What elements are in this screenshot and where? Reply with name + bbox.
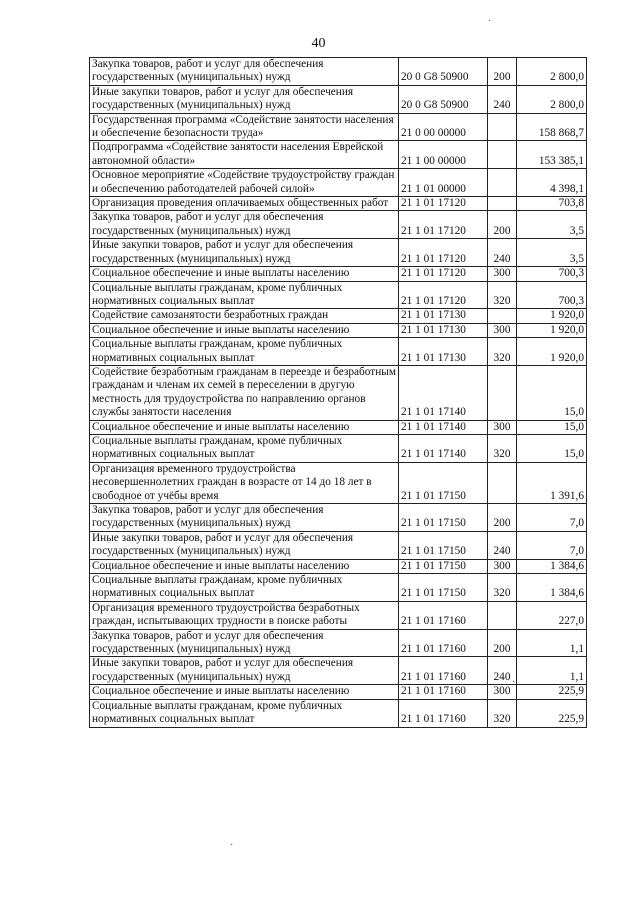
row-expense-type: 320 — [488, 338, 517, 366]
row-code: 21 1 01 17140 — [399, 420, 488, 434]
row-amount: 15,0 — [517, 365, 587, 420]
table-row — [90, 85, 587, 113]
row-name: Социальное обеспечение и иные выплаты населению — [90, 685, 399, 699]
row-code: 21 1 01 17120 — [399, 211, 488, 239]
row-expense-type: 200 — [488, 211, 517, 239]
row-expense-type: 240 — [488, 531, 517, 559]
table-row — [90, 504, 587, 532]
row-expense-type: 300 — [488, 323, 517, 337]
row-name: Содействие самозанятости безработных граждан — [90, 309, 399, 323]
row-amount: 153 385,1 — [517, 141, 587, 169]
row-code: 20 0 G8 50900 — [399, 58, 488, 86]
row-amount: 225,9 — [517, 685, 587, 699]
row-code: 21 1 01 17130 — [399, 323, 488, 337]
row-amount: 15,0 — [517, 434, 587, 462]
row-code: 21 1 01 17160 — [399, 685, 488, 699]
row-expense-type — [488, 197, 517, 211]
row-amount: 4 398,1 — [517, 169, 587, 197]
table-row — [90, 601, 587, 629]
scan-speck: · — [512, 677, 516, 688]
row-code: 21 1 01 17120 — [399, 239, 488, 267]
row-code: 21 1 01 17120 — [399, 267, 488, 281]
row-code: 21 1 01 17140 — [399, 434, 488, 462]
table-row — [90, 420, 587, 434]
table-row — [90, 197, 587, 211]
row-expense-type: 300 — [488, 267, 517, 281]
row-name: Закупка товаров, работ и услуг для обеспечения государственных (муниципальных) нужд — [90, 629, 399, 657]
row-amount: 225,9 — [517, 699, 587, 727]
row-amount: 2 800,0 — [517, 85, 587, 113]
table-row — [90, 169, 587, 197]
table-row — [90, 309, 587, 323]
row-amount: 7,0 — [517, 531, 587, 559]
row-expense-type — [488, 141, 517, 169]
row-name: Иные закупки товаров, работ и услуг для обеспечения государственных (муниципальных) нужд — [90, 657, 399, 685]
table-row — [90, 58, 587, 86]
row-name: Иные закупки товаров, работ и услуг для обеспечения государственных (муниципальных) нужд — [90, 531, 399, 559]
table-row — [90, 574, 587, 602]
row-expense-type: 320 — [488, 574, 517, 602]
row-expense-type: 240 — [488, 85, 517, 113]
row-amount: 1 384,6 — [517, 574, 587, 602]
table-row — [90, 267, 587, 281]
row-amount: 1 391,6 — [517, 462, 587, 503]
table-row — [90, 559, 587, 573]
row-expense-type: 240 — [488, 657, 517, 685]
table-row — [90, 629, 587, 657]
row-amount: 2 800,0 — [517, 58, 587, 86]
row-name: Содействие безработным гражданам в переезде и безработным гражданам и членам их семей в переселении в другую местность для трудоустройства по направлению органов службы занятости населения — [90, 365, 399, 420]
table-row — [90, 239, 587, 267]
row-code: 21 1 01 17150 — [399, 531, 488, 559]
row-amount: 1 920,0 — [517, 338, 587, 366]
row-name: Социальные выплаты гражданам, кроме публичных нормативных социальных выплат — [90, 281, 399, 309]
row-name: Организация временного трудоустройства безработных граждан, испытывающих трудности в поиске работы — [90, 601, 399, 629]
row-code: 21 1 01 17130 — [399, 338, 488, 366]
row-name: Иные закупки товаров, работ и услуг для обеспечения государственных (муниципальных) нужд — [90, 239, 399, 267]
row-code: 20 0 G8 50900 — [399, 85, 488, 113]
table-row — [90, 462, 587, 503]
row-amount: 700,3 — [517, 281, 587, 309]
row-code: 21 1 01 17120 — [399, 197, 488, 211]
table-row — [90, 211, 587, 239]
row-amount: 1 920,0 — [517, 309, 587, 323]
row-name: Социальное обеспечение и иные выплаты населению — [90, 323, 399, 337]
row-name: Социальные выплаты гражданам, кроме публичных нормативных социальных выплат — [90, 699, 399, 727]
row-expense-type: 200 — [488, 629, 517, 657]
row-name: Закупка товаров, работ и услуг для обеспечения государственных (муниципальных) нужд — [90, 504, 399, 532]
row-code: 21 0 00 00000 — [399, 113, 488, 141]
table-row — [90, 531, 587, 559]
row-expense-type — [488, 462, 517, 503]
row-amount: 1 384,6 — [517, 559, 587, 573]
row-code: 21 1 01 17160 — [399, 629, 488, 657]
row-code: 21 1 01 17140 — [399, 365, 488, 420]
row-amount: 227,0 — [517, 601, 587, 629]
row-name: Социальные выплаты гражданам, кроме публичных нормативных социальных выплат — [90, 338, 399, 366]
row-amount: 3,5 — [517, 211, 587, 239]
budget-table-body — [90, 58, 587, 728]
row-expense-type: 300 — [488, 420, 517, 434]
row-amount: 3,5 — [517, 239, 587, 267]
row-amount: 1 920,0 — [517, 323, 587, 337]
row-expense-type: 200 — [488, 58, 517, 86]
row-code: 21 1 01 17160 — [399, 601, 488, 629]
row-name: Подпрограмма «Содействие занятости населения Еврейской автономной области» — [90, 141, 399, 169]
budget-table — [89, 57, 587, 728]
row-expense-type — [488, 169, 517, 197]
row-expense-type — [488, 601, 517, 629]
table-row — [90, 699, 587, 727]
table-row — [90, 365, 587, 420]
row-code: 21 1 01 17150 — [399, 504, 488, 532]
table-row — [90, 141, 587, 169]
row-name: Закупка товаров, работ и услуг для обеспечения государственных (муниципальных) нужд — [90, 58, 399, 86]
row-name: Закупка товаров, работ и услуг для обеспечения государственных (муниципальных) нужд — [90, 211, 399, 239]
row-code: 21 1 01 17150 — [399, 574, 488, 602]
row-code: 21 1 01 17150 — [399, 559, 488, 573]
row-expense-type: 320 — [488, 434, 517, 462]
row-code: 21 1 01 17160 — [399, 699, 488, 727]
row-name: Организация временного трудоустройства несовершеннолетних граждан в возрасте от 14 до 18 лет в свободное от учёбы время — [90, 462, 399, 503]
row-amount: 1,1 — [517, 629, 587, 657]
row-name: Организация проведения оплачиваемых общественных работ — [90, 197, 399, 211]
row-amount: 7,0 — [517, 504, 587, 532]
row-name: Социальные выплаты гражданам, кроме публичных нормативных социальных выплат — [90, 434, 399, 462]
table-row — [90, 113, 587, 141]
row-amount: 15,0 — [517, 420, 587, 434]
row-name: Социальные выплаты гражданам, кроме публичных нормативных социальных выплат — [90, 574, 399, 602]
row-amount: 703,8 — [517, 197, 587, 211]
row-expense-type: 300 — [488, 559, 517, 573]
table-row — [90, 281, 587, 309]
table-row — [90, 323, 587, 337]
row-expense-type: 200 — [488, 504, 517, 532]
row-code: 21 1 01 17130 — [399, 309, 488, 323]
row-name: Иные закупки товаров, работ и услуг для обеспечения государственных (муниципальных) нужд — [90, 85, 399, 113]
row-expense-type — [488, 309, 517, 323]
row-name: Социальное обеспечение и иные выплаты населению — [90, 559, 399, 573]
row-expense-type — [488, 113, 517, 141]
row-expense-type: 320 — [488, 699, 517, 727]
row-expense-type: 240 — [488, 239, 517, 267]
row-code: 21 1 01 17120 — [399, 281, 488, 309]
row-name: Социальное обеспечение и иные выплаты населению — [90, 420, 399, 434]
row-name: Основное мероприятие «Содействие трудоустройству граждан и обеспечению работодателей рабочей силой» — [90, 169, 399, 197]
table-row — [90, 338, 587, 366]
scan-speck: · — [488, 16, 492, 27]
row-amount: 158 868,7 — [517, 113, 587, 141]
table-row — [90, 434, 587, 462]
row-expense-type: 320 — [488, 281, 517, 309]
row-name: Государственная программа «Содействие занятости населения и обеспечение безопасности труда» — [90, 113, 399, 141]
row-code: 21 1 01 17150 — [399, 462, 488, 503]
scan-speck: · — [230, 840, 234, 851]
row-code: 21 1 00 00000 — [399, 141, 488, 169]
row-amount: 1,1 — [517, 657, 587, 685]
row-code: 21 1 01 17160 — [399, 657, 488, 685]
row-amount: 700,3 — [517, 267, 587, 281]
row-code: 21 1 01 00000 — [399, 169, 488, 197]
row-expense-type — [488, 365, 517, 420]
row-expense-type: 300 — [488, 685, 517, 699]
row-name: Социальное обеспечение и иные выплаты населению — [90, 267, 399, 281]
page-number: 40 — [311, 36, 326, 51]
